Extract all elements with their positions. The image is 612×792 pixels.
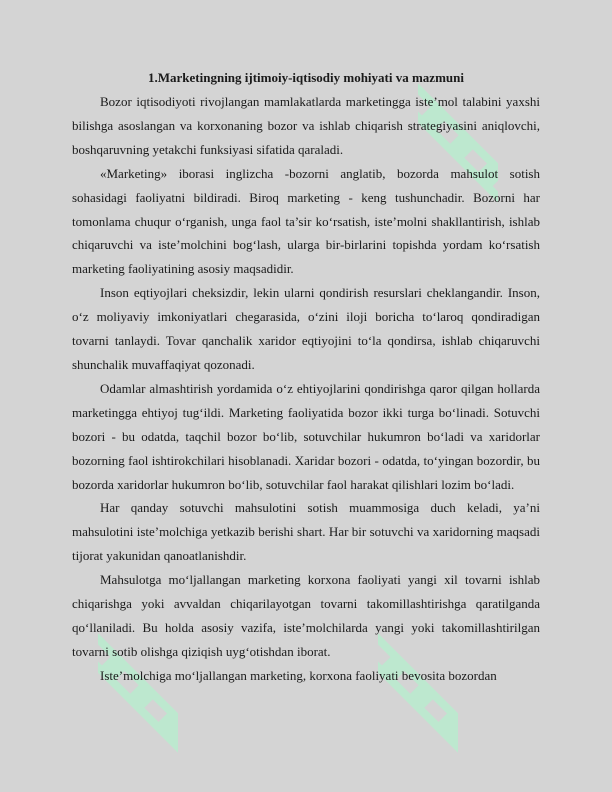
document-title: 1.Marketingning ijtimoiy-iqtisodiy mohiyati va mazmuni [148,70,464,85]
paragraph: «Marketing» iborasi inglizcha -bozorni anglatib, bozorda mahsulot sotish sohasidagi faoliyatni bildiradi. Biroq marketing - keng tushunchadir. Bozorni har tomonlama chuqur o‘rganish, unga faol ta’sir ko‘rsatish, iste’molni shakllantirish, ishlab chiqaruvchi va iste’molchini bog‘lash, ularga bir-birlarini topishda yordam ko‘rsatish marketing faoliyatining asosiy maqsadidir. [72,165,540,277]
paragraph: Har qanday sotuvchi mahsulotini sotish muammosiga duch keladi, ya’ni mahsulotini iste’molchiga yetkazib berishi shart. Har bir sotuvchi va xaridorning maqsadi tijorat yakunidan qanoatlanishdir. [72,500,540,564]
paragraph: Bozor iqtisodiyoti rivojlangan mamlakatlarda marketingga iste’mol talabini yaxshi bilishga asoslangan va korxonaning bozor va ishlab chiqarish strategiyasini aniqlovchi, boshqaruvning yetakchi funksiyasi sifatida qaraladi. [72,94,540,157]
paragraph: Odamlar almashtirish yordamida o‘z ehtiyojlarini qondirishga qaror qilgan hollarda marketingga ehtiyoj tug‘ildi. Marketing faoliyatida bozor ikki turga bo‘linadi. Sotuvchi bozori - bu odatda, taqchil bozor bo‘lib, sotuvchilar hukumron bo‘ladi va xaridorlar bozorning faol ishtirokchilari hisoblanadi. Xaridar bozori - odatda, to‘yingan bozordir, bu bozorda xaridorlar hukumron bo‘lib, sotuvchilar faol harakat qilishlari lozim bo‘ladi. [72,380,540,492]
paragraph: Inson eqtiyojlari cheksizdir, lekin ularni qondirish resurslari cheklangandir. Inson, o‘z moliyaviy imkoniyatlari chegarasida, o‘zini iloji boricha to‘laroq qondiradigan tovarni tanlaydi. Tovar qanchalik xaridor eqtiyojini to‘la qondirsa, ishlab chiqaruvchi shunchalik muvaffaqiyat qozonadi. [72,285,540,372]
paragraph: Iste’molchiga mo‘ljallangan marketing, korxona faoliyati bevosita bozordan [100,667,497,683]
paragraph: Mahsulotga mo‘ljallangan marketing korxona faoliyati yangi xil tovarni ishlab chiqarishga yoki avvaldan chiqarilayotgan tovarni takomillashtirishga qaratilganda qo‘llaniladi. Bu holda asosiy vazifa, iste’molchilarda yangi yoki takomillashtirilgan tovarni sotib olishga qiziqish uyg‘otishdan iborat. [72,572,540,659]
document-body [72,70,540,688]
